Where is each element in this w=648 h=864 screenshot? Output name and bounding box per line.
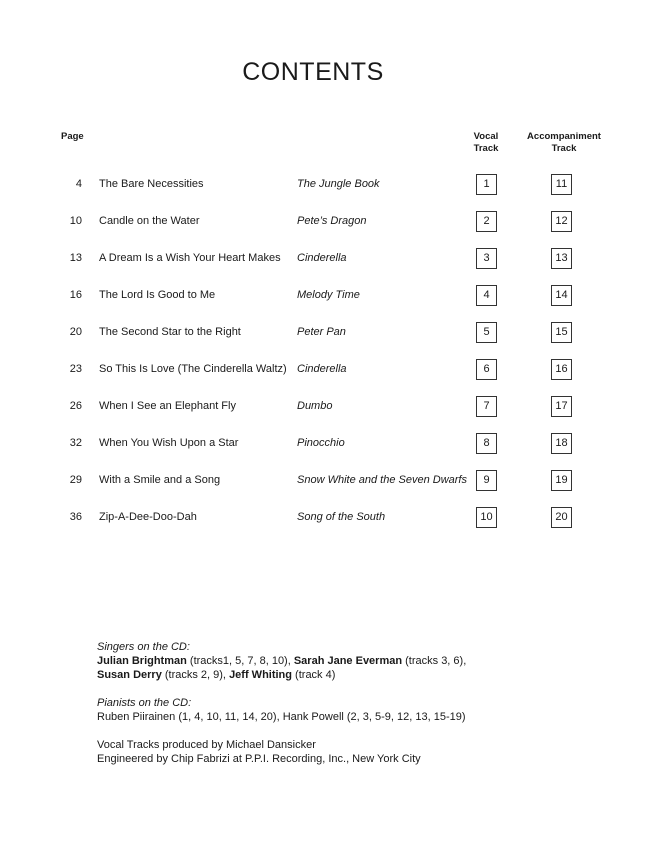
row-song-title: The Lord Is Good to Me xyxy=(99,289,216,301)
row-accompaniment-track: 18 xyxy=(551,433,572,454)
row-film-title: Cinderella xyxy=(297,363,347,375)
row-film-title: Pete’s Dragon xyxy=(297,215,367,227)
header-vocal-track xyxy=(466,131,506,155)
pianists-text: Ruben Piirainen (1, 4, 10, 11, 14, 20), Hank Powell (2, 3, 5-9, 12, 13, 15-19) xyxy=(97,711,466,723)
row-song-title: Zip-A-Dee-Doo-Dah xyxy=(99,511,197,523)
row-accompaniment-track: 13 xyxy=(551,248,572,269)
row-accompaniment-track: 20 xyxy=(551,507,572,528)
row-film-title: Cinderella xyxy=(297,252,347,264)
row-page-number: 23 xyxy=(69,363,82,375)
row-song-title: With a Smile and a Song xyxy=(99,474,221,486)
row-vocal-track: 5 xyxy=(476,322,497,343)
row-film-title: Dumbo xyxy=(297,400,333,412)
contents-row xyxy=(0,322,648,344)
row-vocal-track: 6 xyxy=(476,359,497,380)
row-page-number: 16 xyxy=(69,289,82,301)
row-song-title: The Bare Necessities xyxy=(99,178,204,190)
row-vocal-track: 7 xyxy=(476,396,497,417)
row-song-title: So This Is Love (The Cinderella Waltz) xyxy=(99,363,287,375)
row-song-title: A Dream Is a Wish Your Heart Makes xyxy=(99,252,281,264)
contents-row xyxy=(0,507,648,529)
row-accompaniment-track: 11 xyxy=(551,174,572,195)
row-page-number: 4 xyxy=(75,178,82,190)
row-page-number: 13 xyxy=(69,252,82,264)
row-accompaniment-track: 19 xyxy=(551,470,572,491)
singer-name: Susan Derry xyxy=(97,669,162,681)
singer-tracks: (tracks1, 5, 7, 8, 10), xyxy=(186,655,294,667)
engineer-credit: Engineered by Chip Fabrizi at P.P.I. Recording, Inc., New York City xyxy=(97,753,421,765)
contents-row xyxy=(0,470,648,492)
row-film-title: Melody Time xyxy=(297,289,360,301)
row-vocal-track: 4 xyxy=(476,285,497,306)
singer-name: Sarah Jane Everman xyxy=(293,655,403,667)
singers-heading: Singers on the CD: xyxy=(97,641,190,653)
pianists-heading: Pianists on the CD: xyxy=(97,697,192,709)
row-page-number: 10 xyxy=(69,215,82,227)
row-film-title: The Jungle Book xyxy=(297,178,380,190)
row-vocal-track: 8 xyxy=(476,433,497,454)
singer-tracks: (tracks 2, 9), xyxy=(161,669,230,681)
row-film-title: Pinocchio xyxy=(297,437,345,449)
row-page-number: 36 xyxy=(69,511,82,523)
row-page-number: 29 xyxy=(69,474,82,486)
header-acc-line2: Track xyxy=(551,143,577,154)
row-song-title: When You Wish Upon a Star xyxy=(99,437,239,449)
row-page-number: 32 xyxy=(69,437,82,449)
row-vocal-track: 2 xyxy=(476,211,497,232)
contents-row xyxy=(0,174,648,196)
contents-row xyxy=(0,285,648,307)
row-page-number: 20 xyxy=(69,326,82,338)
header-accompaniment-track xyxy=(524,131,604,155)
header-acc-line1: Accompaniment xyxy=(527,131,601,142)
row-song-title: Candle on the Water xyxy=(99,215,200,227)
singers-line-2 xyxy=(97,668,617,682)
contents-row xyxy=(0,396,648,418)
credits-block xyxy=(97,640,617,766)
row-page-number: 26 xyxy=(69,400,82,412)
row-vocal-track: 3 xyxy=(476,248,497,269)
row-vocal-track: 1 xyxy=(476,174,497,195)
contents-row xyxy=(0,248,648,270)
contents-row xyxy=(0,433,648,455)
singer-tracks: (tracks 3, 6), xyxy=(402,655,467,667)
row-accompaniment-track: 12 xyxy=(551,211,572,232)
contents-row xyxy=(0,359,648,381)
page-title: CONTENTS xyxy=(242,58,384,86)
row-film-title: Snow White and the Seven Dwarfs xyxy=(297,474,467,486)
row-accompaniment-track: 14 xyxy=(551,285,572,306)
singers-line-1 xyxy=(97,654,617,668)
row-accompaniment-track: 15 xyxy=(551,322,572,343)
singer-name: Julian Brightman xyxy=(97,655,187,667)
producer-credit: Vocal Tracks produced by Michael Dansicker xyxy=(97,739,316,751)
row-song-title: The Second Star to the Right xyxy=(99,326,241,338)
header-vocal-line2: Track xyxy=(473,143,499,154)
singer-name: Jeff Whiting xyxy=(229,669,292,681)
contents-row xyxy=(0,211,648,233)
header-page: Page xyxy=(61,131,84,142)
row-film-title: Song of the South xyxy=(297,511,386,523)
row-accompaniment-track: 17 xyxy=(551,396,572,417)
row-song-title: When I See an Elephant Fly xyxy=(99,400,236,412)
row-accompaniment-track: 16 xyxy=(551,359,572,380)
row-vocal-track: 10 xyxy=(476,507,497,528)
header-vocal-line1: Vocal xyxy=(473,131,499,142)
singer-tracks: (track 4) xyxy=(292,669,336,681)
row-vocal-track: 9 xyxy=(476,470,497,491)
row-film-title: Peter Pan xyxy=(297,326,346,338)
